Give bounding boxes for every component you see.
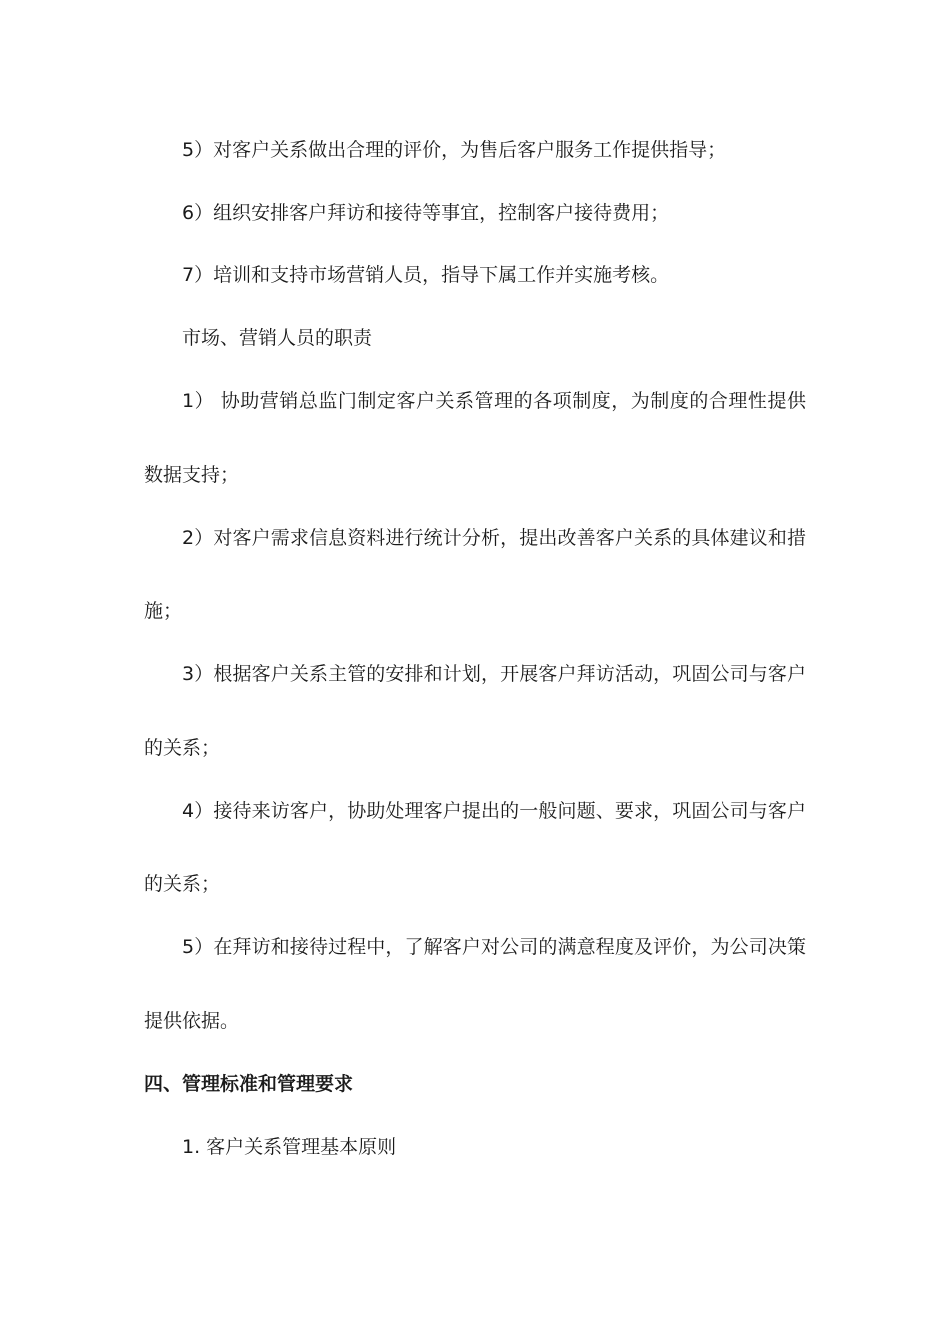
text-line-supervisor-duty-5: 5）对客户关系做出合理的评价，为售后客户服务工作提供指导； bbox=[182, 139, 727, 161]
section-heading-management-standards: 四、管理标准和管理要求 bbox=[144, 1073, 354, 1095]
text-line-supervisor-duty-6: 6）组织安排客户拜访和接待等事宜，控制客户接待费用； bbox=[182, 202, 670, 224]
text-line-marketing-duty-4-cont: 的关系； bbox=[144, 873, 221, 895]
section-subtitle-marketing-duties: 市场、营销人员的职责 bbox=[182, 327, 373, 349]
text-line-marketing-duty-1: 1） 协助营销总监门制定客户关系管理的各项制度，为制度的合理性提供 bbox=[182, 390, 806, 412]
text-line-marketing-duty-5-cont: 提供依据。 bbox=[144, 1010, 240, 1032]
text-line-marketing-duty-3: 3）根据客户关系主管的安排和计划，开展客户拜访活动，巩固公司与客户 bbox=[182, 663, 806, 685]
subsection-heading-basic-principles: 1. 客户关系管理基本原则 bbox=[182, 1136, 397, 1158]
text-line-marketing-duty-5: 5）在拜访和接待过程中，了解客户对公司的满意程度及评价，为公司决策 bbox=[182, 936, 806, 958]
text-line-marketing-duty-3-cont: 的关系； bbox=[144, 737, 221, 759]
text-line-marketing-duty-1-cont: 数据支持； bbox=[144, 464, 240, 486]
text-line-supervisor-duty-7: 7）培训和支持市场营销人员，指导下属工作并实施考核。 bbox=[182, 264, 670, 286]
text-line-marketing-duty-2: 2）对客户需求信息资料进行统计分析，提出改善客户关系的具体建议和措 bbox=[182, 527, 806, 549]
text-line-marketing-duty-2-cont: 施； bbox=[144, 600, 183, 622]
text-line-marketing-duty-4: 4）接待来访客户，协助处理客户提出的一般问题、要求，巩固公司与客户 bbox=[182, 800, 806, 822]
